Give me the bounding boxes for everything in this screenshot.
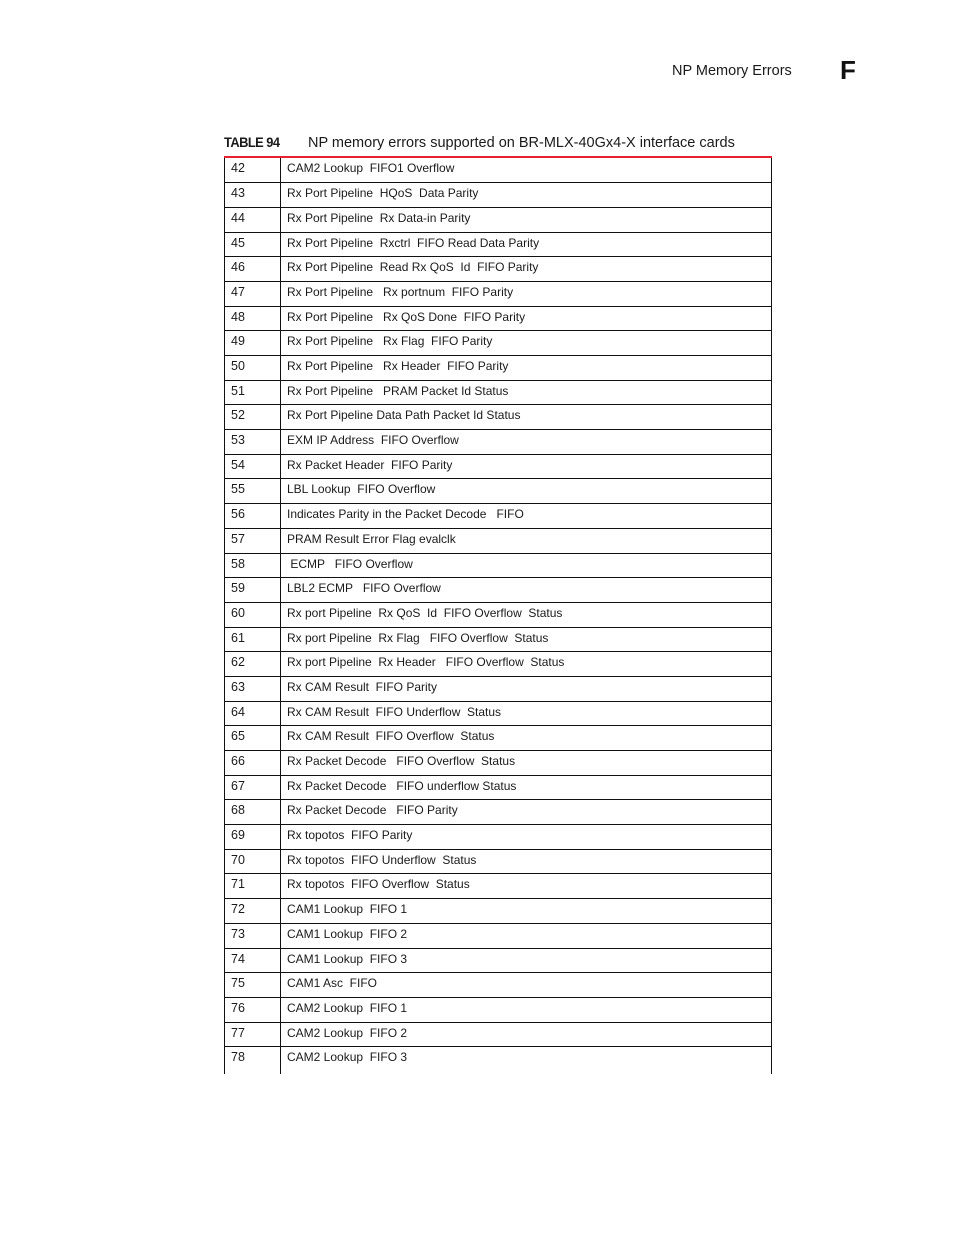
error-description-cell: Rx Packet Header FIFO Parity bbox=[281, 454, 772, 479]
error-id-cell: 78 bbox=[225, 1047, 281, 1074]
error-description-cell: CAM2 Lookup FIFO1 Overflow bbox=[281, 158, 772, 183]
error-description-cell: EXM IP Address FIFO Overflow bbox=[281, 430, 772, 455]
error-id-cell: 72 bbox=[225, 899, 281, 924]
table-row bbox=[225, 356, 772, 381]
error-id-cell: 47 bbox=[225, 281, 281, 306]
error-id-cell: 54 bbox=[225, 454, 281, 479]
error-description-cell: Rx Port Pipeline Rx Data-in Parity bbox=[281, 207, 772, 232]
error-description-cell: CAM1 Lookup FIFO 3 bbox=[281, 948, 772, 973]
table-row bbox=[225, 726, 772, 751]
error-description-cell: Rx port Pipeline Rx QoS Id FIFO Overflow Status bbox=[281, 602, 772, 627]
error-id-cell: 45 bbox=[225, 232, 281, 257]
error-id-cell: 74 bbox=[225, 948, 281, 973]
error-description-cell: Rx Port Pipeline Read Rx QoS Id FIFO Parity bbox=[281, 257, 772, 282]
error-id-cell: 65 bbox=[225, 726, 281, 751]
error-description-cell: Rx Port Pipeline Data Path Packet Id Status bbox=[281, 405, 772, 430]
table-caption-label: TABLE 94 bbox=[224, 134, 280, 150]
table-row bbox=[225, 553, 772, 578]
error-id-cell: 50 bbox=[225, 356, 281, 381]
error-description-cell: CAM2 Lookup FIFO 3 bbox=[281, 1047, 772, 1074]
table-row bbox=[225, 751, 772, 776]
table-row bbox=[225, 825, 772, 850]
error-id-cell: 63 bbox=[225, 676, 281, 701]
table-row bbox=[225, 899, 772, 924]
error-description-cell: Rx port Pipeline Rx Header FIFO Overflow Status bbox=[281, 652, 772, 677]
error-id-cell: 46 bbox=[225, 257, 281, 282]
table-row bbox=[225, 405, 772, 430]
error-id-cell: 77 bbox=[225, 1022, 281, 1047]
table-row bbox=[225, 676, 772, 701]
table-row bbox=[225, 923, 772, 948]
errors-table bbox=[224, 158, 772, 1074]
table-row bbox=[225, 652, 772, 677]
error-id-cell: 69 bbox=[225, 825, 281, 850]
error-description-cell: Rx topotos FIFO Underflow Status bbox=[281, 849, 772, 874]
error-description-cell: Rx port Pipeline Rx Flag FIFO Overflow Status bbox=[281, 627, 772, 652]
error-description-cell: Rx Port Pipeline Rx Header FIFO Parity bbox=[281, 356, 772, 381]
error-id-cell: 44 bbox=[225, 207, 281, 232]
error-description-cell: CAM2 Lookup FIFO 1 bbox=[281, 997, 772, 1022]
error-id-cell: 59 bbox=[225, 578, 281, 603]
table-row bbox=[225, 849, 772, 874]
table-caption-text: NP memory errors supported on BR-MLX-40Gx4-X interface cards bbox=[308, 135, 735, 151]
table-row bbox=[225, 158, 772, 183]
table-row bbox=[225, 528, 772, 553]
table-row bbox=[225, 479, 772, 504]
running-header-section-title: NP Memory Errors bbox=[672, 63, 792, 79]
error-id-cell: 49 bbox=[225, 331, 281, 356]
error-description-cell: Rx Port Pipeline Rxctrl FIFO Read Data Parity bbox=[281, 232, 772, 257]
table-row bbox=[225, 775, 772, 800]
table-row bbox=[225, 602, 772, 627]
error-description-cell: CAM2 Lookup FIFO 2 bbox=[281, 1022, 772, 1047]
error-id-cell: 67 bbox=[225, 775, 281, 800]
error-id-cell: 43 bbox=[225, 183, 281, 208]
error-description-cell: Rx topotos FIFO Overflow Status bbox=[281, 874, 772, 899]
error-description-cell: CAM1 Lookup FIFO 2 bbox=[281, 923, 772, 948]
error-description-cell: Rx topotos FIFO Parity bbox=[281, 825, 772, 850]
np-memory-errors-table bbox=[224, 156, 772, 1074]
error-id-cell: 68 bbox=[225, 800, 281, 825]
error-id-cell: 42 bbox=[225, 158, 281, 183]
table-row bbox=[225, 430, 772, 455]
table-row bbox=[225, 973, 772, 998]
table-row bbox=[225, 504, 772, 529]
table-row bbox=[225, 800, 772, 825]
error-id-cell: 55 bbox=[225, 479, 281, 504]
error-description-cell: Rx CAM Result FIFO Overflow Status bbox=[281, 726, 772, 751]
error-description-cell: Indicates Parity in the Packet Decode FIFO bbox=[281, 504, 772, 529]
error-description-cell: ECMP FIFO Overflow bbox=[281, 553, 772, 578]
error-id-cell: 58 bbox=[225, 553, 281, 578]
error-id-cell: 70 bbox=[225, 849, 281, 874]
error-description-cell: CAM1 Lookup FIFO 1 bbox=[281, 899, 772, 924]
table-row bbox=[225, 578, 772, 603]
error-description-cell: LBL2 ECMP FIFO Overflow bbox=[281, 578, 772, 603]
error-description-cell: Rx Port Pipeline HQoS Data Parity bbox=[281, 183, 772, 208]
error-id-cell: 62 bbox=[225, 652, 281, 677]
error-id-cell: 75 bbox=[225, 973, 281, 998]
table-row bbox=[225, 331, 772, 356]
table-row bbox=[225, 281, 772, 306]
table-row bbox=[225, 380, 772, 405]
error-description-cell: Rx CAM Result FIFO Underflow Status bbox=[281, 701, 772, 726]
error-id-cell: 53 bbox=[225, 430, 281, 455]
error-id-cell: 71 bbox=[225, 874, 281, 899]
error-id-cell: 51 bbox=[225, 380, 281, 405]
table-row bbox=[225, 1047, 772, 1074]
error-id-cell: 73 bbox=[225, 923, 281, 948]
table-row bbox=[225, 183, 772, 208]
error-description-cell: Rx Packet Decode FIFO Overflow Status bbox=[281, 751, 772, 776]
table-row bbox=[225, 627, 772, 652]
table-row bbox=[225, 1022, 772, 1047]
chapter-letter: F bbox=[840, 55, 856, 85]
error-description-cell: Rx Port Pipeline Rx portnum FIFO Parity bbox=[281, 281, 772, 306]
table-row bbox=[225, 257, 772, 282]
error-id-cell: 66 bbox=[225, 751, 281, 776]
table-row bbox=[225, 701, 772, 726]
error-description-cell: Rx Port Pipeline PRAM Packet Id Status bbox=[281, 380, 772, 405]
error-description-cell: CAM1 Asc FIFO bbox=[281, 973, 772, 998]
error-description-cell: PRAM Result Error Flag evalclk bbox=[281, 528, 772, 553]
error-id-cell: 57 bbox=[225, 528, 281, 553]
error-description-cell: Rx Port Pipeline Rx Flag FIFO Parity bbox=[281, 331, 772, 356]
error-id-cell: 60 bbox=[225, 602, 281, 627]
error-id-cell: 56 bbox=[225, 504, 281, 529]
error-description-cell: Rx CAM Result FIFO Parity bbox=[281, 676, 772, 701]
error-id-cell: 52 bbox=[225, 405, 281, 430]
table-row bbox=[225, 207, 772, 232]
error-description-cell: Rx Port Pipeline Rx QoS Done FIFO Parity bbox=[281, 306, 772, 331]
table-row bbox=[225, 454, 772, 479]
table-row bbox=[225, 997, 772, 1022]
table-row bbox=[225, 948, 772, 973]
table-row bbox=[225, 306, 772, 331]
error-id-cell: 61 bbox=[225, 627, 281, 652]
error-id-cell: 76 bbox=[225, 997, 281, 1022]
table-row bbox=[225, 874, 772, 899]
error-description-cell: LBL Lookup FIFO Overflow bbox=[281, 479, 772, 504]
error-id-cell: 48 bbox=[225, 306, 281, 331]
error-id-cell: 64 bbox=[225, 701, 281, 726]
error-description-cell: Rx Packet Decode FIFO underflow Status bbox=[281, 775, 772, 800]
table-caption bbox=[224, 134, 735, 151]
table-row bbox=[225, 232, 772, 257]
error-description-cell: Rx Packet Decode FIFO Parity bbox=[281, 800, 772, 825]
